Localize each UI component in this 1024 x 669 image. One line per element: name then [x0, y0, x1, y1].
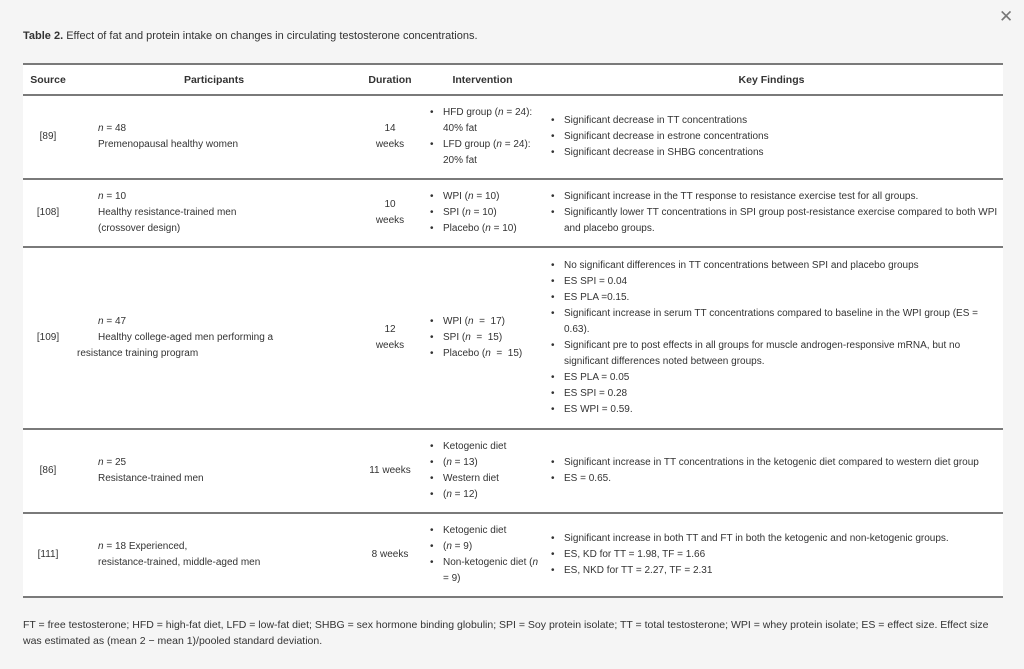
intervention-list: [425, 189, 540, 237]
intervention-item: • Placebo (n = 15): [443, 346, 540, 362]
header-intervention: Intervention: [425, 64, 540, 95]
findings-list: [540, 113, 1003, 161]
intervention-list: [425, 439, 540, 503]
finding-item: • Significant increase in both TT and FT in both the ketogenic and non-ketogenic groups.: [564, 531, 1003, 547]
finding-item: • ES PLA =0.15.: [564, 290, 1003, 306]
duration-value: 12: [384, 324, 396, 335]
intervention-list: [425, 105, 540, 169]
finding-item: • Significant increase in serum TT concentrations compared to baseline in the WPI group (ES = 0.63).: [564, 306, 1003, 338]
caption-label: Table 2.: [23, 30, 64, 42]
intervention-list: [425, 523, 540, 587]
intervention-item: • Non-ketogenic diet (n = 9): [443, 555, 540, 587]
finding-item: • ES SPI = 0.28: [564, 386, 1003, 402]
source-link[interactable]: [109]: [36, 332, 60, 343]
intervention-item: • WPI (n = 10): [443, 189, 540, 205]
intervention-item: • SPI (n = 15): [443, 330, 540, 346]
intervention-item: • LFD group (n = 24): 20% fat: [443, 137, 540, 169]
table-row: [23, 429, 1003, 513]
duration-value: 8 weeks: [371, 549, 409, 560]
participants-desc: resistance-trained, middle-aged men: [98, 557, 261, 568]
finding-item: • ES SPI = 0.04: [564, 274, 1003, 290]
finding-item: • Significant increase in the TT response to resistance exercise test for all groups.: [564, 189, 1003, 205]
intervention-item: • Placebo (n = 10): [443, 221, 540, 237]
participants-desc: Healthy resistance-trained men: [98, 207, 237, 218]
finding-item: • ES, KD for TT = 1.98, TF = 1.66: [564, 547, 1003, 563]
source-link[interactable]: [111]: [37, 549, 59, 560]
participants-n: n = 47: [98, 316, 127, 327]
findings-table: [23, 63, 1003, 598]
header-duration: Duration: [355, 64, 425, 95]
participants-n: n = 18 Experienced,: [98, 541, 188, 552]
intervention-item: • HFD group (n = 24): 40% fat: [443, 105, 540, 137]
table-row: [23, 247, 1003, 429]
close-icon[interactable]: ✕: [999, 7, 1014, 26]
intervention-item: • Ketogenic diet: [443, 439, 540, 455]
table-row: [23, 95, 1003, 179]
duration-value: 11 weeks: [369, 465, 411, 476]
participants-n: n = 10: [98, 191, 127, 202]
intervention-item: • (n = 12): [443, 487, 540, 503]
intervention-item: • SPI (n = 10): [443, 205, 540, 221]
participants-desc-2: (crossover design): [98, 223, 181, 234]
finding-item: • Significant decrease in TT concentrations: [564, 113, 1003, 129]
table-row: [23, 179, 1003, 247]
finding-item: • Significantly lower TT concentrations in SPI group post-resistance exercise compared to both WPI and placebo groups.: [564, 205, 1003, 237]
duration-value: 10: [384, 199, 396, 210]
finding-item: • Significant decrease in SHBG concentrations: [564, 145, 1003, 161]
intervention-item: • Ketogenic diet: [443, 523, 540, 539]
findings-list: [540, 189, 1003, 237]
table-row: [23, 513, 1003, 597]
finding-item: • Significant pre to post effects in all groups for muscle androgen-responsive mRNA, but no significant differences noted between groups.: [564, 338, 1003, 370]
participants-desc: Premenopausal healthy women: [98, 139, 239, 150]
source-link[interactable]: [86]: [39, 465, 57, 476]
table-header-row: [23, 64, 1003, 95]
participants-desc-2: resistance training program: [77, 348, 199, 359]
table-footnote: FT = free testosterone; HFD = high-fat diet, LFD = low-fat diet; SHBG = sex hormone binding globulin; SPI = Soy protein isolate; TT = total testosterone; WPI = whey protein isolate; ES = effect size. Effect size was estimated as (mean 2 − mean 1)/pooled standard deviation.: [23, 619, 989, 647]
findings-list: [540, 455, 1003, 487]
duration-unit: weeks: [375, 139, 405, 150]
intervention-list: [425, 314, 540, 362]
source-link[interactable]: [89]: [39, 131, 57, 142]
header-key-findings: Key Findings: [540, 64, 1003, 95]
duration-unit: weeks: [375, 215, 405, 226]
table-caption: [23, 30, 478, 42]
finding-item: • No significant differences in TT concentrations between SPI and placebo groups: [564, 258, 1003, 274]
caption-text: Effect of fat and protein intake on changes in circulating testosterone concentrations.: [63, 30, 478, 42]
participants-desc: Healthy college-aged men performing a: [98, 332, 274, 343]
participants-n: n = 48: [98, 123, 127, 134]
source-link[interactable]: [108]: [36, 207, 60, 218]
header-participants: Participants: [73, 64, 355, 95]
finding-item: • ES = 0.65.: [564, 471, 1003, 487]
findings-list: [540, 531, 1003, 579]
intervention-item: • (n = 9): [443, 539, 540, 555]
finding-item: • ES, NKD for TT = 2.27, TF = 2.31: [564, 563, 1003, 579]
duration-unit: weeks: [375, 340, 405, 351]
participants-n: n = 25: [98, 457, 127, 468]
duration-value: 14: [384, 123, 396, 134]
findings-list: [540, 258, 1003, 418]
table-container: [23, 63, 1003, 598]
intervention-item: • (n = 13): [443, 455, 540, 471]
intervention-item: • WPI (n = 17): [443, 314, 540, 330]
finding-item: • ES PLA = 0.05: [564, 370, 1003, 386]
intervention-item: • Western diet: [443, 471, 540, 487]
finding-item: • Significant increase in TT concentrations in the ketogenic diet compared to western diet group: [564, 455, 1003, 471]
finding-item: • ES WPI = 0.59.: [564, 402, 1003, 418]
participants-desc: Resistance-trained men: [98, 473, 204, 484]
finding-item: • Significant decrease in estrone concentrations: [564, 129, 1003, 145]
header-source: Source: [23, 64, 73, 95]
